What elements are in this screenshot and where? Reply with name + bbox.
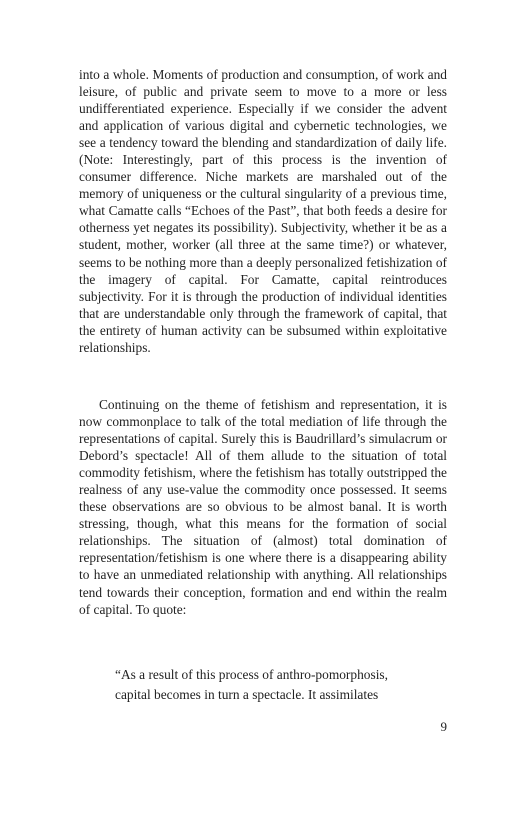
quote-line-2: capital becomes in turn a spectacle. It assimilates [115,687,379,702]
block-quote [115,665,447,705]
body-text-block-1 [79,66,447,356]
paragraph-1: into a whole. Moments of production and consumption, of work and leisure, of public and private seem to move to a more or less undifferentiated experience. Especially if we consider the advent and application of various digital and cybernetic technologies, we see a tendency toward the blending and standardization of daily life. (Note: Interestingly, part of this process is the invention of consumer difference. Niche markets are marshaled out of the memory of uniqueness or the cultural singularity of a previous time, what Camatte calls “Echoes of the Past”, that both feeds a desire for otherness yet negates its possibility). Subjectivity, whether it be as a student, mother, worker (all three at the same time?) or whatever, seems to be nothing more than a deeply personalized fetishization of the imagery of capital. For Camatte, capital reintroduces subjectivity. For it is through the production of individual identities that are understandable only through the framework of capital, that the entirety of human activity can be subsumed within exploitative relationships. [79,67,447,355]
body-text-block-2 [79,396,447,618]
quote-line-1: “As a result of this process of anthro-pomorphosis, [115,667,388,682]
page-number: 9 [440,719,447,734]
paragraph-2: Continuing on the theme of fetishism and representation, it is now commonplace to talk of the total mediation of life through the representations of capital. Surely this is Baudrillard’s simulacrum or Debord’s spectacle! All of them allude to the situation of total commodity fetishism, where the fetishism has totally outstripped the realness of any use-value the commodity once possessed. It seems these observations are so obvious to be almost banal. It is worth stressing, though, what this means for the formation of social relationships. The situation of (almost) total domination of representation/fetishism is one where there is a disappearing ability to have an unmediated relationship with anything. All relationships tend towards their conception, formation and end within the realm of capital. To quote: [79,397,447,617]
